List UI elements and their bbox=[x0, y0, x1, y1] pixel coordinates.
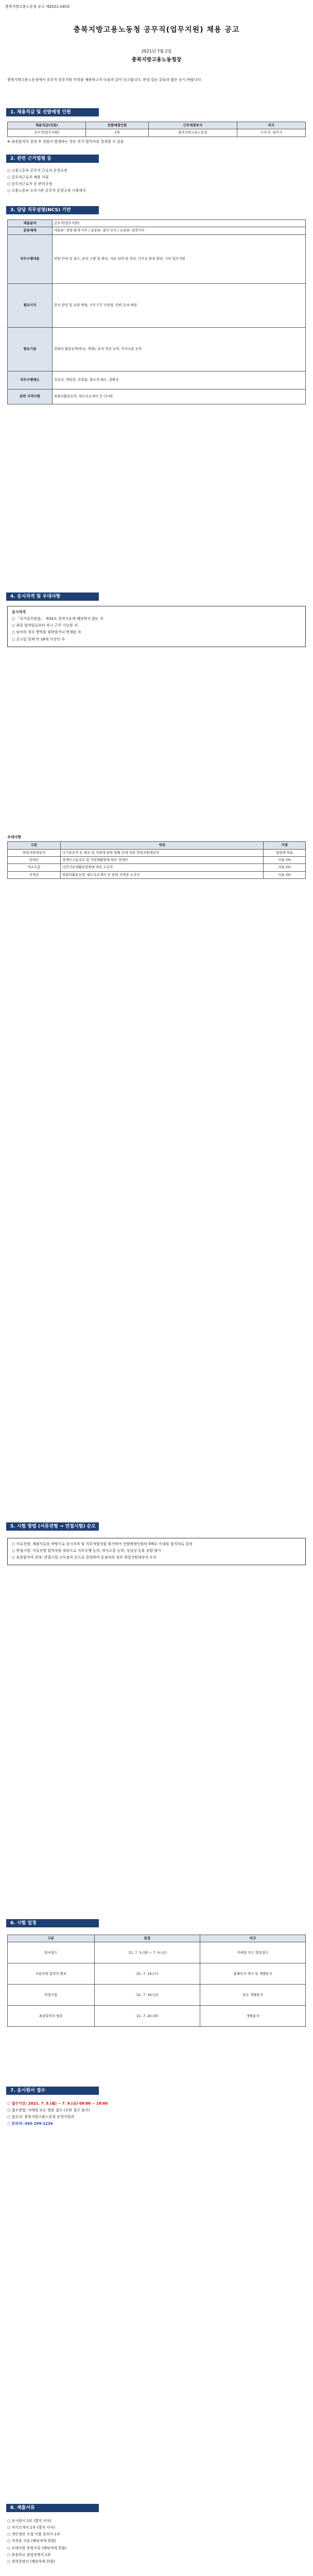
doc-item: ○ 자기소개서 1부 (별지 서식) bbox=[7, 2526, 55, 2530]
table-cell: 이메일 또는 방문접수 bbox=[200, 1942, 305, 1963]
preference-table bbox=[7, 841, 306, 879]
section-7-heading: 7. 응시원서 접수 bbox=[6, 2087, 99, 2095]
exam-method-item: ○ 서류전형: 제출서류를 바탕으로 응시자격 및 직무적합성을 평가하여 선발예정인원의 5배수 이내를 합격자로 결정 bbox=[12, 1542, 193, 1546]
table-header: 비고 bbox=[200, 1935, 305, 1942]
table-cell: 서류 5% bbox=[264, 856, 306, 863]
table-cell: 장애인 bbox=[8, 856, 61, 863]
preference-title: 우대사항 bbox=[7, 835, 22, 839]
hiring-table bbox=[7, 122, 306, 137]
section-3-body bbox=[7, 219, 306, 404]
exam-method-box bbox=[7, 1538, 306, 1565]
table-cell: 컴퓨터활용능력, 워드프로세서 등 (우대) bbox=[53, 389, 306, 404]
law-item: ○ 공무직근로자 채용 지침 bbox=[7, 175, 49, 180]
table-cell: 근무지: 청주시 bbox=[237, 129, 306, 137]
exam-method-item: ○ 최종합격자 결정: 면접시험 고득점자 순으로 결정하며 동점자의 경우 취업지원대상자 우선 bbox=[12, 1555, 156, 1560]
table-cell: 원서접수 bbox=[8, 1942, 95, 1963]
apply-item: ○ 접수방법: 이메일 또는 방문 접수 (우편 접수 불가) bbox=[7, 2108, 90, 2113]
table-cell: '21. 7. 5.(월) ~ 7. 9.(금) bbox=[94, 1942, 200, 1963]
apply-item: ○ 접수기간: 2021. 7. 5.(월) ~ 7. 9.(금) 09:00 ~ 18:00 bbox=[7, 2102, 108, 2106]
doc-item: ○ 응시원서 1부 (별지 서식) bbox=[7, 2519, 51, 2523]
table-cell: 홈페이지 게시 및 개별통지 bbox=[200, 1963, 305, 1985]
section-8-heading: 8. 제출서류 bbox=[6, 2504, 99, 2512]
exam-method-item: ○ 면접시험: 서류전형 합격자를 대상으로 직무수행 능력, 의사소통 능력, 성실성 등을 종합 평가 bbox=[12, 1549, 161, 1553]
table-header: 비고 bbox=[237, 122, 306, 129]
section-1-body bbox=[7, 122, 306, 146]
table-header: 대상 bbox=[60, 842, 263, 849]
doc-item: ○ 최종학교 졸업증명서 1부 bbox=[7, 2552, 51, 2557]
qualification-item: ○ 「국가공무원법」 제33조 결격사유에 해당하지 않는 자 bbox=[12, 617, 103, 621]
table-header: 필요기술 bbox=[8, 327, 53, 371]
apply-item: ○ 문의처: 043-299-1234 bbox=[7, 2122, 53, 2126]
section-5-heading: 5. 시험 방법 (서류전형 → 면접시험) 순으로 실시 bbox=[6, 1522, 99, 1531]
notice-date: 2021년 7월 2일 bbox=[141, 49, 172, 54]
table-cell: 법령에 따름 bbox=[264, 849, 306, 856]
table-header: 선발예정인원 bbox=[86, 122, 148, 129]
qualification-item: ○ 남자의 경우 병역을 필하였거나 면제된 자 bbox=[12, 630, 81, 635]
table-header: 직무수행내용 bbox=[8, 234, 53, 283]
law-item: ○ 고용노동부 공무직 근로자 운영규정 bbox=[7, 168, 67, 173]
hiring-note: ※ 최종합격자 결정 후 결원이 발생하는 경우 추가 합격자를 결정할 수 있음 bbox=[7, 139, 124, 144]
table-cell: 국가유공자 등 예우 및 지원에 관한 법률 등에 의한 취업지원대상자 bbox=[60, 849, 263, 856]
table-cell: 컴퓨터활용능력, 워드프로세서 등 관련 자격증 소지자 bbox=[60, 871, 263, 878]
table-cell: 대분류: 경영·회계·사무 / 중분류: 총무·인사 / 소분류: 일반사무 bbox=[53, 227, 306, 234]
intro-paragraph: 충북지방고용노동청에서 공무직 업무지원 인력을 채용하고자 다음과 같이 공고합니다. 관심 있는 분들의 많은 응시 바랍니다. bbox=[7, 78, 202, 82]
table-cell: 공무직(업무지원) bbox=[8, 129, 86, 137]
table-header: 구분 bbox=[8, 1935, 95, 1942]
table-cell: '21. 7. 14.(수) bbox=[94, 1963, 200, 1985]
table-cell: 컴퓨터 활용능력(한글, 엑셀), 문서 작성 능력, 의사소통 능력 bbox=[53, 327, 306, 371]
table-cell: 서류 5% bbox=[264, 864, 306, 871]
section-1-heading: 1. 채용직급 및 선발예정 인원 bbox=[6, 108, 99, 116]
table-cell: 취업지원대상자 bbox=[8, 849, 61, 856]
doc-item: ○ 자격증 사본 (해당자에 한함) bbox=[7, 2539, 56, 2544]
qualification-box bbox=[7, 606, 306, 647]
table-cell: '21. 7. 20.(화) bbox=[94, 2006, 200, 2027]
table-header: 직무수행태도 bbox=[8, 371, 53, 389]
table-cell: 성실성, 책임감, 친절함, 협조적 태도, 정확성 bbox=[53, 371, 306, 389]
apply-item: ○ 접수처: 충북지방고용노동청 운영지원과 bbox=[7, 2115, 75, 2120]
table-header: 분류체계 bbox=[8, 227, 53, 234]
doc-item: ○ 경력증명서 (해당자에 한함) bbox=[7, 2559, 55, 2564]
preference-block bbox=[7, 835, 306, 879]
table-cell: 장애인고용촉진 및 직업재활법에 따른 장애인 bbox=[60, 856, 263, 863]
intro-text bbox=[7, 77, 306, 84]
table-header: 필요지식 bbox=[8, 283, 53, 327]
table-header: 일정 bbox=[94, 1935, 200, 1942]
section-6-body bbox=[7, 1935, 306, 2027]
table-cell: 서류 3% bbox=[264, 871, 306, 878]
section-3-heading: 3. 담당 직무설명(NCS) 기반 bbox=[6, 206, 99, 214]
table-cell: 서류전형 합격자 발표 bbox=[8, 1963, 95, 1985]
page-title: 충북지방고용노동청 공무직(업무지원) 채용 공고 bbox=[73, 26, 240, 34]
law-item: ○ 공무직근로자 등 관리규정 bbox=[7, 182, 53, 187]
law-item: ○ 고용노동부 소속기관 공무직 운영규정 시행세칙 bbox=[7, 189, 86, 193]
section-8-body bbox=[7, 2518, 306, 2566]
notice-number: 충북지방고용노동청 공고 제2021-140호 bbox=[5, 5, 71, 9]
table-header: 채용직급(직종) bbox=[8, 122, 86, 129]
table-cell: '21. 7. 16.(금) bbox=[94, 1985, 200, 2006]
table-cell: 면접시험 bbox=[8, 1985, 95, 2006]
qualification-item: ○ 공고일 현재 만 18세 이상인 자 bbox=[12, 637, 65, 641]
section-2-heading: 2. 관련 근거법령 등 bbox=[6, 155, 99, 163]
table-header: 구분 bbox=[8, 842, 61, 849]
issuing-org: 충북지방고용노동청장 bbox=[131, 57, 182, 63]
table-header: 가점 bbox=[264, 842, 306, 849]
doc-item: ○ 우대사항 증빙서류 (해당자에 한함) bbox=[7, 2546, 67, 2550]
table-header: 근무예정부서 bbox=[148, 122, 237, 129]
table-cell: 문서 관리 및 보관 방법, 사무기기 사용법, 민원 응대 예절 bbox=[53, 283, 306, 327]
section-2-body bbox=[7, 168, 306, 195]
schedule-table bbox=[7, 1935, 306, 2027]
table-cell: 최종합격자 발표 bbox=[8, 2006, 95, 2027]
table-cell: 국민기초생활보장법에 따른 수급자 bbox=[60, 864, 263, 871]
table-header: 채용분야 bbox=[8, 220, 53, 227]
table-cell: 1명 bbox=[86, 129, 148, 137]
table-header: 관련 자격사항 bbox=[8, 389, 53, 404]
table-cell: 공무직(업무지원) bbox=[53, 220, 306, 227]
table-cell: 자격증 bbox=[8, 871, 61, 878]
table-cell: 개별통지 bbox=[200, 2006, 305, 2027]
section-7-body bbox=[7, 2101, 306, 2128]
qualification-title: 응시자격 bbox=[12, 610, 26, 614]
table-cell: 충북지방고용노동청 bbox=[148, 129, 237, 137]
table-cell: 장소 개별통지 bbox=[200, 1985, 305, 2006]
table-cell: 민원 안내 및 접수, 문서 수발 및 관리, 자료 입력 및 정리, 사무실 환경 관리, 기타 업무지원 bbox=[53, 234, 306, 283]
ncs-table bbox=[7, 219, 306, 404]
section-6-heading: 6. 시험 일정 bbox=[6, 1919, 99, 1927]
section-4-heading: 4. 응시자격 및 우대사항 bbox=[6, 592, 99, 601]
qualification-item: ○ 최종 합격일로부터 즉시 근무 가능한 자 bbox=[12, 623, 78, 628]
doc-item: ○ 개인정보 수집·이용 동의서 1부 bbox=[7, 2532, 60, 2537]
table-cell: 저소득층 bbox=[8, 864, 61, 871]
